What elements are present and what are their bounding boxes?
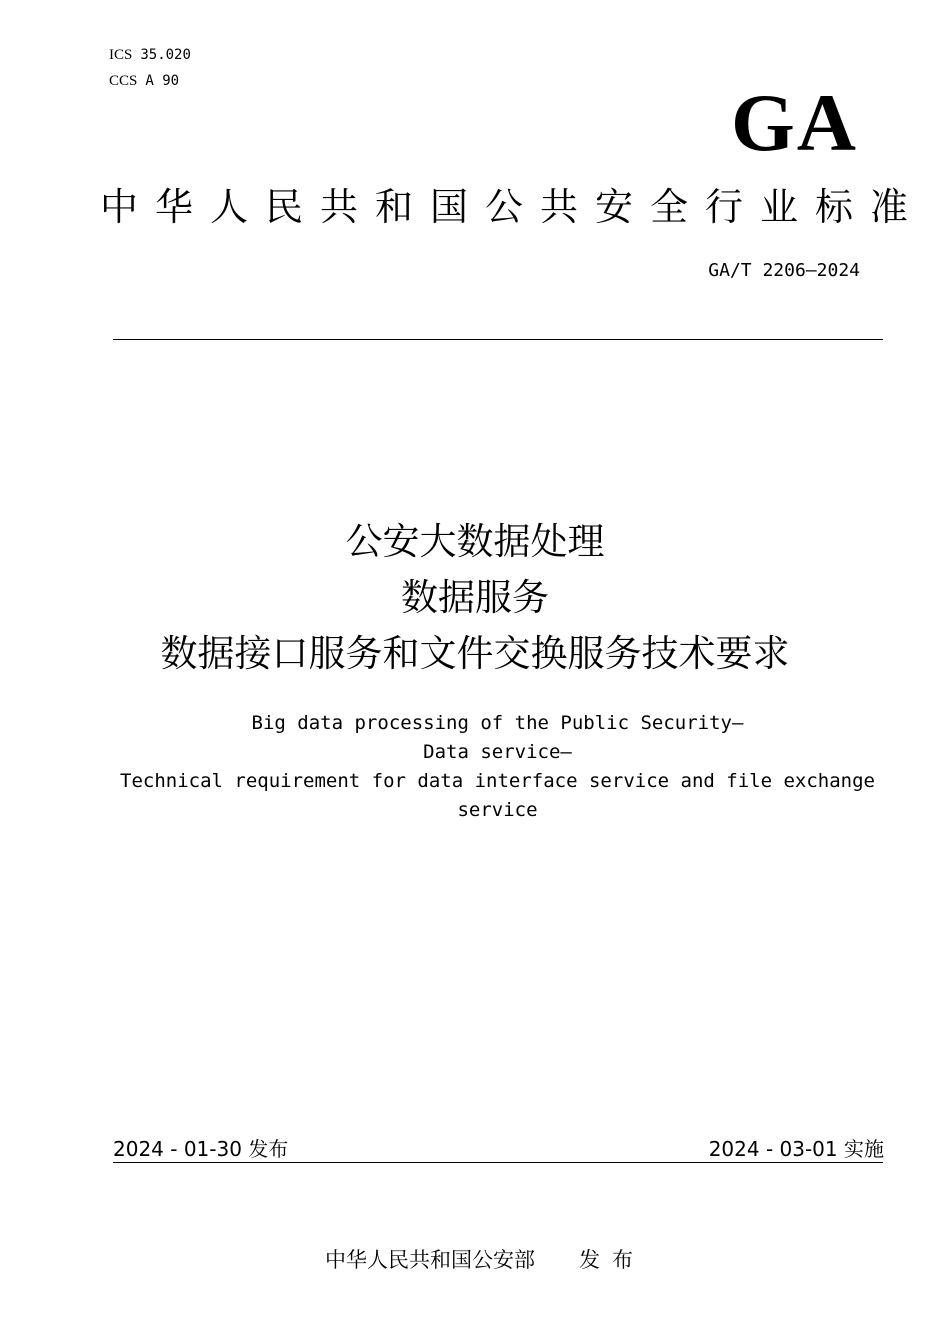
ccs-code: A 90	[145, 73, 180, 89]
title-cn-line-2: 数据服务	[401, 576, 549, 619]
standard-category: 中华人民共和国公共安全行业标准	[100, 185, 926, 229]
title-en-line-2: Data service—	[423, 741, 572, 763]
standard-number: GA/T 2206—2024	[708, 260, 860, 281]
issue-date: 2024 - 01-30 发布	[113, 1137, 289, 1161]
title-en-line-3: Technical requirement for data interface service and file exchange	[120, 770, 875, 792]
title-cn-line-1: 公安大数据处理	[345, 520, 605, 563]
title-en	[0, 709, 950, 825]
bottom-divider	[113, 1162, 883, 1163]
ccs-label: CCS	[109, 73, 138, 89]
issuer-action: 发布	[579, 1248, 645, 1272]
title-en-line-4: service	[457, 799, 538, 821]
title-cn-line-3: 数据接口服务和文件交换服务技术要求	[160, 632, 790, 675]
ics-label: ICS	[109, 47, 133, 63]
implementation-date: 2024 - 03-01 实施	[708, 1137, 884, 1161]
top-divider	[113, 339, 883, 340]
ics-line	[109, 46, 191, 64]
ga-logo: GA	[731, 77, 858, 168]
title-en-line-1: Big data processing of the Public Security—	[251, 712, 744, 734]
issuer-line	[325, 1244, 645, 1274]
issuer-name: 中华人民共和国公安部	[325, 1248, 535, 1272]
ics-code: 35.020	[140, 47, 191, 63]
ccs-line	[109, 72, 179, 90]
